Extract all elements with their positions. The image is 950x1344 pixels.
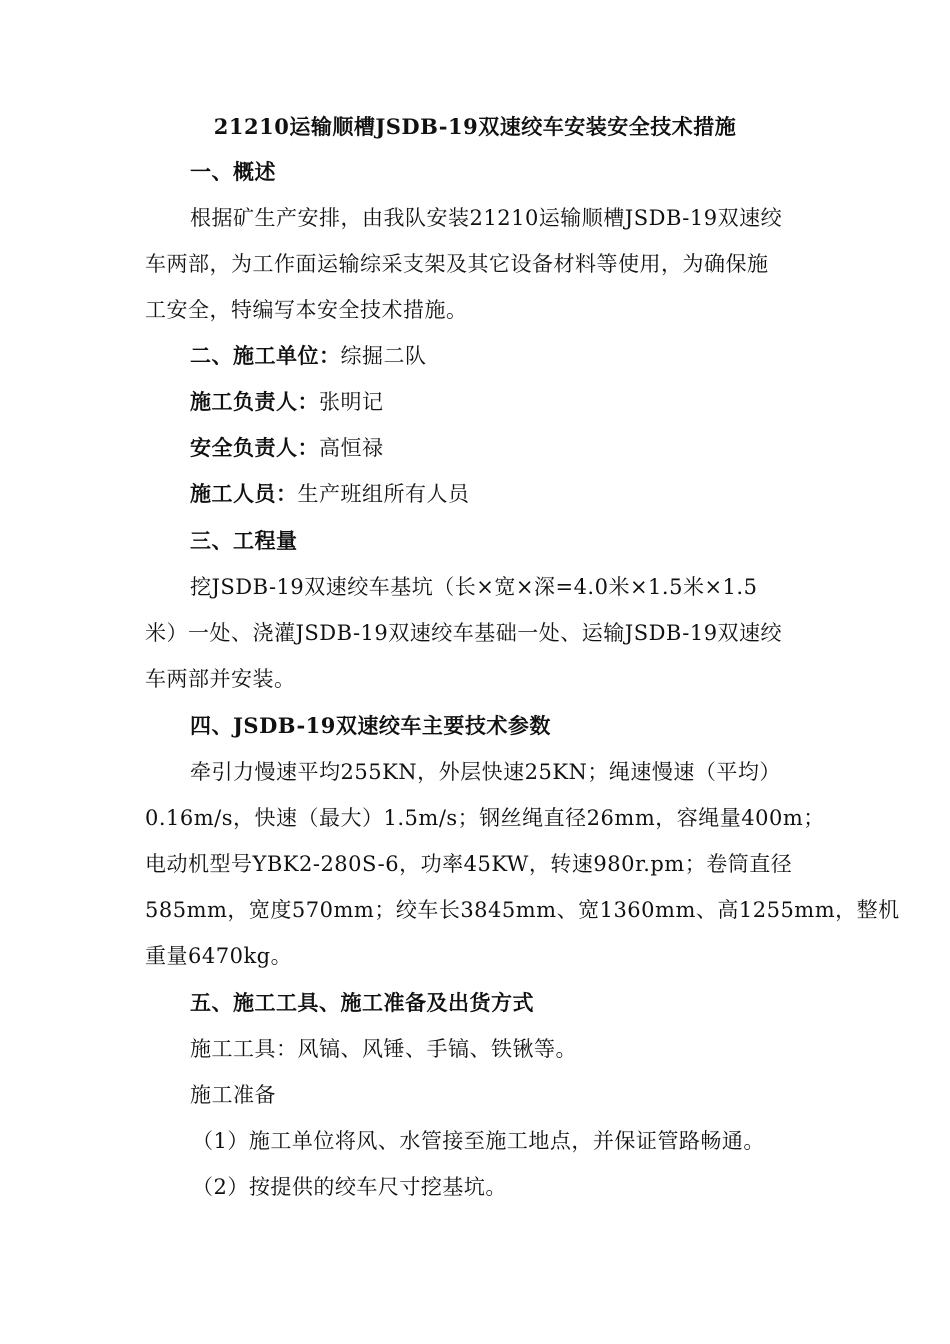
paragraph-line: 挖JSDB-19双速绞车基坑（长×宽×深=4.0米×1.5米×1.5: [190, 575, 758, 599]
paragraph-line: 米）一处、浇灌JSDB-19双速绞车基础一处、运输JSDB-19双速绞: [145, 621, 783, 645]
construction-staff-label: 施工人员：: [190, 481, 298, 506]
safety-leader-row: [190, 433, 805, 463]
section-heading-unit: 二、施工单位：: [190, 343, 341, 368]
section-heading-parameters: 四、JSDB-19双速绞车主要技术参数: [190, 713, 551, 738]
section-heading-overview: 一、概述: [190, 159, 276, 184]
paragraph-line: 0.16m/s，快速（最大）1.5m/s；钢丝绳直径26mm，容绳量400m；: [145, 806, 825, 830]
construction-staff-row: [190, 479, 805, 509]
paragraph-line: 工安全，特编写本安全技术措施。: [145, 298, 468, 322]
construction-unit-row: [190, 341, 805, 371]
paragraph-line: 重量6470kg。: [145, 944, 293, 968]
construction-leader-row: [190, 387, 805, 417]
section-heading-workload: 三、工程量: [190, 528, 298, 553]
construction-leader-value: 张明记: [319, 390, 384, 414]
construction-staff-value: 生产班组所有人员: [297, 482, 470, 506]
paragraph-line: 车两部，为工作面运输综采支架及其它设备材料等使用，为确保施: [145, 252, 769, 276]
section-heading-tools: 五、施工工具、施工准备及出货方式: [190, 990, 534, 1015]
document-title: 21210运输顺槽JSDB-19双速绞车安装安全技术措施: [213, 114, 737, 139]
construction-leader-label: 施工负责人：: [190, 389, 319, 414]
paragraph-line: 根据矿生产安排，由我队安装21210运输顺槽JSDB-19双速绞: [190, 206, 783, 230]
paragraph-line: 施工准备: [190, 1083, 276, 1107]
list-item: （2）按提供的绞车尺寸挖基坑。: [192, 1175, 507, 1199]
safety-leader-label: 安全负责人：: [190, 435, 319, 460]
list-item: （1）施工单位将风、水管接至施工地点，并保证管路畅通。: [192, 1129, 765, 1153]
paragraph-line: 电动机型号YBK2-280S-6，功率45KW，转速980r.pm；卷筒直径: [145, 852, 793, 876]
paragraph-line: 牵引力慢速平均255KN，外层快速25KN；绳速慢速（平均）: [190, 760, 781, 784]
construction-unit-value: 综掘二队: [340, 344, 427, 368]
paragraph-line: 施工工具：风镐、风锤、手镐、铁锹等。: [190, 1037, 577, 1061]
paragraph-line: 车两部并安装。: [145, 667, 296, 691]
paragraph-line: 585mm，宽度570mm；绞车长3845mm、宽1360mm、高1255mm，整机: [145, 898, 900, 922]
safety-leader-value: 高恒禄: [319, 436, 384, 460]
